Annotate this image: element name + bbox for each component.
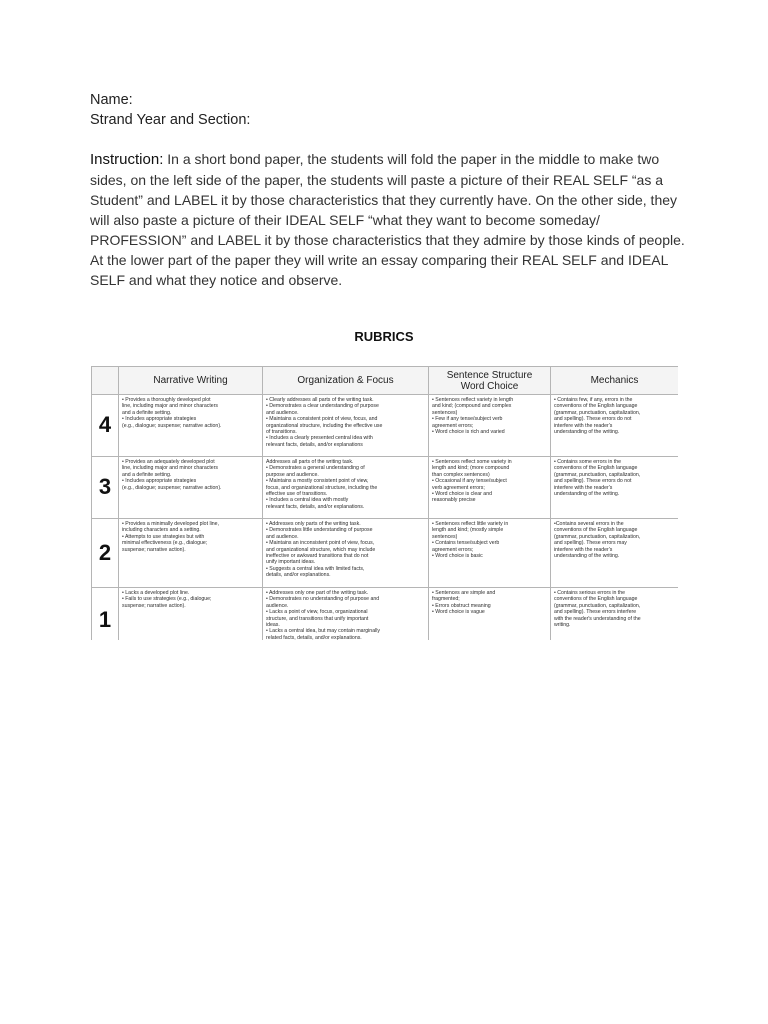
rubric-header-sentence: Sentence Structure Word Choice bbox=[429, 367, 551, 395]
rubric-cell-line: • Demonstrates a general understanding of bbox=[266, 465, 365, 472]
rubric-cell-line: unify important ideas. bbox=[266, 559, 316, 566]
rubric-cell-line: and a definite setting. bbox=[122, 409, 172, 416]
rubric-cell-mechanics bbox=[551, 588, 679, 641]
rubric-cell-line: • Contains tense/subject verb bbox=[432, 540, 500, 547]
rubric-cell-line: and spelling). These errors interfere bbox=[554, 609, 637, 616]
rubric-cell-line: • Sentences reflect little variety in bbox=[432, 521, 509, 527]
strand-year-section-label: Strand Year and Section: bbox=[90, 112, 251, 128]
rubric-cell-line: • Few if any tense/subject verb bbox=[432, 416, 503, 423]
rubric-cell-line: line, including major and minor characters bbox=[122, 465, 219, 472]
rubric-cell-line: related facts, details, and/or explanations. bbox=[266, 634, 362, 640]
rubric-cell-line: and spelling). These errors do not bbox=[554, 478, 632, 485]
rubric-cell-line: • Occasional if any tense/subject bbox=[432, 478, 507, 485]
rubric-cell-line: • Attempts to use strategies but with bbox=[122, 533, 205, 540]
rubric-cell-organization bbox=[263, 519, 429, 588]
rubric-cell-line: • Maintains a consistent point of view, focus, and bbox=[266, 416, 378, 423]
rubric-cell-mechanics bbox=[551, 395, 679, 457]
rubric-cell-line: • Includes a clearly presented central idea with bbox=[266, 435, 373, 442]
rubric-cell-line: • Includes appropriate strategies bbox=[122, 478, 197, 485]
rubric-cell-sentence bbox=[429, 519, 551, 588]
rubric-cell-line: (e.g., dialogue; suspense; narrative action). bbox=[122, 484, 222, 491]
rubric-cell-line: • Errors obstruct meaning bbox=[432, 602, 491, 609]
rubric-cell-line: • Includes a central idea with mostly bbox=[266, 497, 349, 504]
rubric-cell-line: interfere with the reader's bbox=[554, 546, 613, 553]
rubric-cell-line: • Maintains a mostly consistent point of view, bbox=[266, 478, 369, 485]
rubric-cell-line: including characters and a setting. bbox=[122, 527, 201, 534]
rubric-cell-line: interfere with the reader's bbox=[554, 422, 613, 429]
rubric-cell-line: • Addresses only parts of the writing task. bbox=[266, 521, 361, 527]
rubric-cell-line: • Suggests a central idea with limited facts, bbox=[266, 565, 365, 572]
rubric-cell-line: • Sentences are simple and bbox=[432, 590, 496, 596]
rubrics-title: RUBRICS bbox=[354, 329, 414, 344]
rubric-cell-sentence bbox=[429, 395, 551, 457]
name-label: Name: bbox=[90, 92, 133, 108]
rubric-cell-narrative bbox=[119, 457, 263, 519]
rubric-cell-line: and organizational structure, which may include bbox=[266, 546, 376, 553]
rubric-cell-line: agreement errors; bbox=[432, 546, 474, 553]
rubric-cell-line: • Demonstrates a clear understanding of purpose bbox=[266, 403, 379, 410]
rubric-cell-narrative bbox=[119, 395, 263, 457]
rubric-cell-line: •Contains several errors in the bbox=[554, 521, 624, 527]
rubric-cell-line: relevant facts, details, and/or explanations bbox=[266, 441, 363, 448]
rubric-cell-line: line, including major and minor characters bbox=[122, 403, 219, 410]
rubric-cell-line: of transitions. bbox=[266, 429, 297, 436]
rubric-score: 3 bbox=[92, 457, 119, 519]
rubric-cell-line: and spelling). These errors do not bbox=[554, 416, 632, 423]
rubric-cell-line: interfere with the reader's bbox=[554, 484, 613, 491]
rubric-cell-line: with the reader's understanding of the bbox=[554, 615, 641, 622]
rubric-cell-line: • Word choice is basic bbox=[432, 553, 483, 560]
rubric-body bbox=[92, 395, 679, 641]
rubric-cell-line: • Contains few, if any, errors in the bbox=[554, 397, 633, 403]
rubric-cell-line: conventions of the English language bbox=[554, 465, 638, 472]
rubric-cell-line: and audience. bbox=[266, 409, 299, 416]
rubric-cell-line: • Sentences reflect variety in length bbox=[432, 397, 514, 403]
rubric-cell-line: relevant facts, details, and/or explanations. bbox=[266, 503, 365, 510]
rubric-cell-organization bbox=[263, 588, 429, 641]
rubric-cell-line: verb agreement errors; bbox=[432, 484, 485, 491]
rubric-header-score bbox=[92, 367, 119, 395]
rubric-cell-line: conventions of the English language bbox=[554, 527, 638, 534]
rubric-cell-line: agreement errors; bbox=[432, 422, 474, 429]
rubric-cell-line: • Sentences reflect some variety in bbox=[432, 459, 512, 465]
rubric-cell-line: • Clearly addresses all parts of the writing task. bbox=[266, 397, 374, 403]
rubric-cell-line: • Demonstrates little understanding of purpose bbox=[266, 527, 373, 534]
rubric-cell-line: (e.g., dialogue; suspense; narrative action). bbox=[122, 422, 222, 429]
rubric-score: 1 bbox=[92, 588, 119, 641]
rubric-cell-line: focus, and organizational structure, including the bbox=[266, 484, 378, 491]
rubric-cell-line: understanding of the writing. bbox=[554, 491, 620, 498]
rubric-cell-line: sentences) bbox=[432, 533, 458, 540]
rubric-cell-line: • Contains serious errors in the bbox=[554, 590, 626, 596]
rubric-cell-line: conventions of the English language bbox=[554, 596, 638, 603]
rubric-cell-line: • Lacks a developed plot line. bbox=[122, 590, 190, 596]
rubric-cell-line: minimal effectiveness (e.g., dialogue; bbox=[122, 540, 208, 547]
rubric-cell-line: • Lacks a point of view, focus, organizational bbox=[266, 609, 368, 616]
rubric-cell-line: and a definite setting. bbox=[122, 471, 172, 478]
rubric-cell-line: audience. bbox=[266, 602, 289, 609]
rubric-cell-line: and spelling). These errors may bbox=[554, 540, 627, 547]
instruction-paragraph bbox=[90, 149, 690, 290]
rubric-cell-line: suspense; narrative action). bbox=[122, 602, 186, 609]
rubric-row-3 bbox=[92, 457, 679, 519]
rubric-cell-line: • Provides an adequately developed plot bbox=[122, 459, 215, 465]
rubric-cell-line: Addresses all parts of the writing task. bbox=[266, 459, 354, 465]
rubric-cell-line: organizational structure, including the effective use bbox=[266, 422, 383, 429]
rubric-cell-line: • Word choice is clear and bbox=[432, 491, 492, 498]
rubric-cell-line: writing. bbox=[554, 622, 571, 629]
rubric-cell-line: understanding of the writing. bbox=[554, 429, 620, 436]
rubric-cell-line: (grammar, punctuation, capitalization, bbox=[554, 409, 641, 416]
rubric-cell-line: ineffective or awkward transitions that do not bbox=[266, 553, 369, 560]
rubric-cell-line: (grammar, punctuation, capitalization, bbox=[554, 533, 641, 540]
rubric-row-2 bbox=[92, 519, 679, 588]
instruction-label: Instruction: bbox=[90, 151, 164, 168]
rubric-header-row bbox=[92, 367, 679, 395]
rubric-cell-narrative bbox=[119, 519, 263, 588]
rubric-score: 2 bbox=[92, 519, 119, 588]
rubric-cell-line: • Word choice is rich and varied bbox=[432, 429, 505, 436]
rubric-cell-line: purpose and audience. bbox=[266, 471, 319, 478]
rubric-header-narrative: Narrative Writing bbox=[119, 367, 263, 395]
rubric-cell-line: and kind; (compound and complex bbox=[432, 403, 512, 410]
rubric-cell-line: • Word choice is vague bbox=[432, 609, 485, 616]
rubric-cell-line: length and kind; (mostly simple bbox=[432, 527, 504, 534]
rubric-cell-organization bbox=[263, 395, 429, 457]
rubric-row-4 bbox=[92, 395, 679, 457]
rubric-cell-sentence bbox=[429, 457, 551, 519]
rubric-row-1 bbox=[92, 588, 679, 641]
rubric-cell-line: structure, and transitions that unify important bbox=[266, 615, 369, 622]
rubric-header-organization: Organization & Focus bbox=[263, 367, 429, 395]
rubric-cell-line: • Fails to use strategies (e.g., dialogue; bbox=[122, 596, 212, 603]
rubric-header-mechanics: Mechanics bbox=[551, 367, 679, 395]
rubric-cell-line: • Maintains an inconsistent point of view, focus, bbox=[266, 540, 375, 547]
rubric-table bbox=[91, 366, 678, 640]
rubric-cell-line: than complex sentences) bbox=[432, 471, 490, 478]
rubric-cell-mechanics bbox=[551, 457, 679, 519]
rubric-cell-line: length and kind; (more compound bbox=[432, 465, 510, 472]
rubric-cell-line: reasonably precise bbox=[432, 497, 476, 504]
rubric-cell-sentence bbox=[429, 588, 551, 641]
rubric-cell-line: • Provides a minimally developed plot line, bbox=[122, 521, 219, 527]
rubric-cell-line: effective use of transitions. bbox=[266, 491, 328, 498]
rubric-cell-line: • Lacks a central idea, but may contain marginally bbox=[266, 628, 380, 635]
rubric-cell-line: • Demonstrates no understanding of purpose and bbox=[266, 596, 380, 603]
rubric-cell-line: understanding of the writing. bbox=[554, 553, 620, 560]
rubric-cell-line: • Includes appropriate strategies bbox=[122, 416, 197, 423]
rubric-cell-line: and audience. bbox=[266, 533, 299, 540]
rubric-image bbox=[91, 366, 678, 640]
rubric-score: 4 bbox=[92, 395, 119, 457]
rubric-cell-line: ideas. bbox=[266, 622, 280, 629]
rubric-cell-line: • Addresses only one part of the writing task. bbox=[266, 590, 369, 596]
rubric-cell-mechanics bbox=[551, 519, 679, 588]
rubric-cell-line: • Provides a thoroughly developed plot bbox=[122, 397, 211, 403]
rubric-cell-line: details, and/or explanations. bbox=[266, 572, 331, 579]
rubric-cell-organization bbox=[263, 457, 429, 519]
rubric-cell-line: conventions of the English language bbox=[554, 403, 638, 410]
rubric-cell-line: (grammar, punctuation, capitalization, bbox=[554, 471, 641, 478]
rubric-cell-line: fragmented; bbox=[432, 596, 460, 603]
rubric-cell-line: • Contains some errors in the bbox=[554, 459, 621, 465]
rubric-cell-line: suspense; narrative action). bbox=[122, 546, 186, 553]
rubric-cell-line: (grammar, punctuation, capitalization, bbox=[554, 602, 641, 609]
instruction-text: In a short bond paper, the students will fold the paper in the middle to make two sides, on the left side of the paper, the students will paste a picture of their REAL SELF “as a Student” and LABEL it by those characteristics that they currently have. On the other side, they will also paste a picture of their IDEAL SELF “what they want to become someday/ PROFESSION” and LABEL it by those characteristics that they admire by those kinds of people. At the lower part of the paper they will write an essay comparing their REAL SELF and IDEAL SELF and what they notice and observe. bbox=[90, 151, 685, 288]
rubric-cell-narrative bbox=[119, 588, 263, 641]
rubric-cell-line: sentences) bbox=[432, 409, 458, 416]
